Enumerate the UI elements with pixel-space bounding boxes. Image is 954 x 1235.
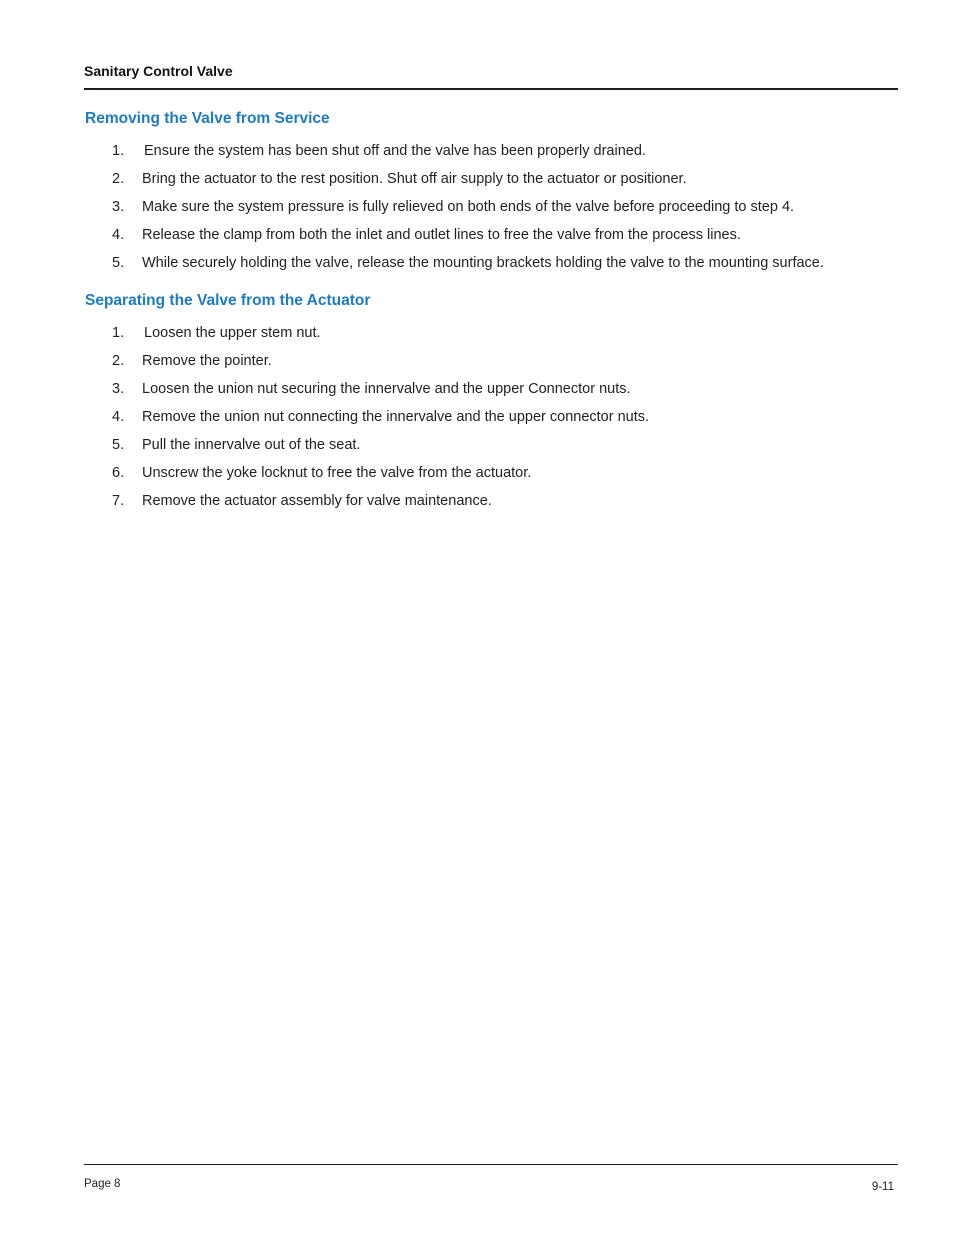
step-text: Make sure the system pressure is fully relieved on both ends of the valve before proceeding to step 4. [142, 199, 795, 215]
step-text: Pull the innervalve out of the seat. [142, 437, 361, 453]
footer-page-number: Page 8 [84, 1178, 121, 1190]
step-text: Remove the pointer. [142, 353, 272, 369]
step-number: 1. [112, 143, 125, 159]
header-divider [84, 88, 898, 90]
step-number: 3. [112, 381, 125, 397]
step-text: Remove the actuator assembly for valve maintenance. [142, 493, 492, 509]
step-number: 4. [112, 227, 125, 243]
step-text: Release the clamp from both the inlet and outlet lines to free the valve from the process lines. [142, 227, 741, 243]
step-text: Ensure the system has been shut off and the valve has been properly drained. [144, 143, 646, 159]
footer-divider [84, 1164, 898, 1165]
step-number: 5. [112, 255, 125, 271]
page-header-title: Sanitary Control Valve [84, 63, 233, 79]
step-text: Loosen the union nut securing the innervalve and the upper Connector nuts. [142, 381, 631, 397]
step-number: 3. [112, 199, 125, 215]
step-text: Loosen the upper stem nut. [144, 325, 321, 341]
step-text: Unscrew the yoke locknut to free the valve from the actuator. [142, 465, 532, 481]
step-number: 7. [112, 493, 125, 509]
section-heading-removing: Removing the Valve from Service [85, 110, 330, 127]
step-number: 6. [112, 465, 125, 481]
step-number: 2. [112, 353, 125, 369]
step-number: 5. [112, 437, 125, 453]
step-text: Remove the union nut connecting the innervalve and the upper connector nuts. [142, 409, 650, 425]
step-number: 1. [112, 325, 125, 341]
step-text: While securely holding the valve, release the mounting brackets holding the valve to the mounting surface. [142, 255, 824, 271]
step-number: 2. [112, 171, 125, 187]
footer-revision: 9-11 [871, 1181, 894, 1193]
step-text: Bring the actuator to the rest position. Shut off air supply to the actuator or positioner. [142, 171, 687, 187]
step-number: 4. [112, 409, 125, 425]
section-heading-separating: Separating the Valve from the Actuator [85, 292, 371, 309]
